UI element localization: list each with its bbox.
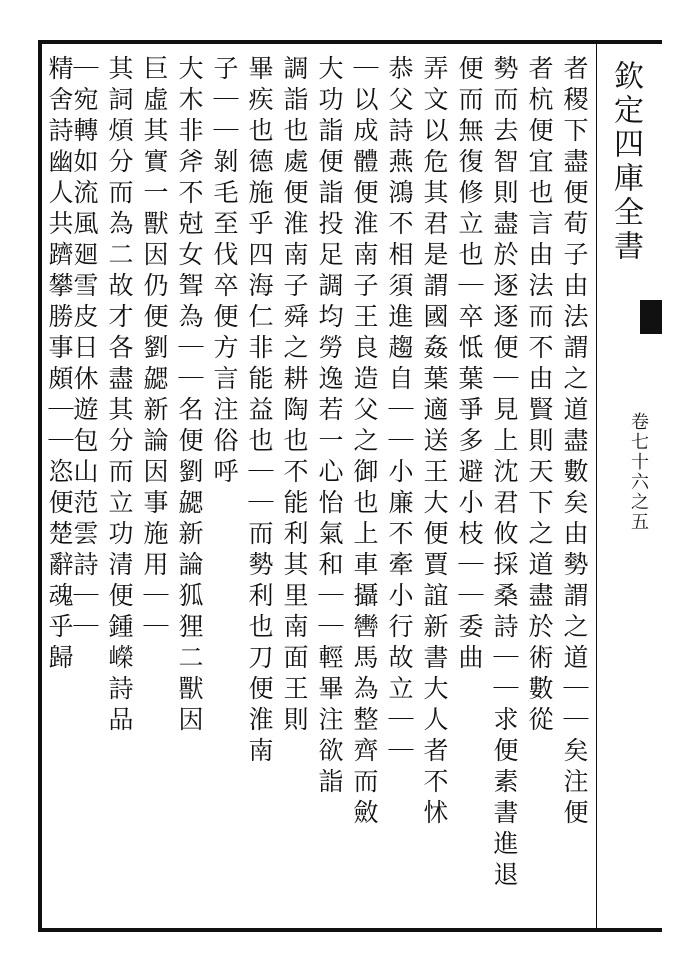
text-column: 巨虛其實一獸因仍便劉勰新論因事施用｜｜ — [140, 55, 169, 644]
text-column: 畢疾也德施乎四海仁非能益也｜｜而勢利也刀便淮南 — [245, 55, 274, 768]
text-column: 弄文以危其君是謂國姦葉適送王大便賈誼新書大人者不怵 — [420, 55, 449, 830]
text-column: 恭父詩燕鴻不相須進趨自｜｜小廉不牽小行故立｜｜ — [385, 55, 414, 768]
text-column: 大功詣便詣投足調均勞逸若一心怡氣和｜｜輕畢注欲詣 — [315, 55, 344, 799]
text-column: 勢而去智則盡於逐逐便｜見上沈君攸採桑詩｜｜求便素書進退 — [490, 55, 519, 892]
volume-label: 卷七十六之五 — [628, 412, 649, 532]
text-column: 調詣也處便淮南子舜之耕陶也不能利其里南面王則 — [280, 55, 309, 737]
text-column: ｜以成體便淮南子王良造父之御也上車攝轡馬為整齊而斂 — [350, 55, 379, 830]
book-title: 欽定四庫全書 — [608, 60, 643, 264]
text-column: 其詞煩分而為二故才各盡其分而立功清便鍾嶸詩品 — [105, 55, 134, 737]
text-column: ｜宛轉如流風廻雪皮日休遊包山范雲詩｜｜ — [70, 55, 99, 644]
text-column: 子｜｜剝毛至伐卒便方言注俗呼 — [210, 55, 239, 489]
text-column: 者杭便宜也言由法而不由賢則天下之道盡於術數從 — [525, 55, 554, 737]
text-column: 便而無復修立也｜卒怟葉爭多避小枝｜｜委曲 — [455, 55, 484, 675]
text-column: 大木非斧不尅女聟為｜｜名便劉勰新論狐狸二獸因 — [175, 55, 204, 737]
fish-tail-mark — [640, 300, 662, 334]
text-column: 者稷下盡便荀子由法謂之道盡數矣由勢謂之道｜｜矣注便 — [560, 55, 589, 830]
text-column: 精舍詩幽人共躋攀勝事頗｜｜恣便楚辭魂乎歸 — [45, 55, 74, 675]
